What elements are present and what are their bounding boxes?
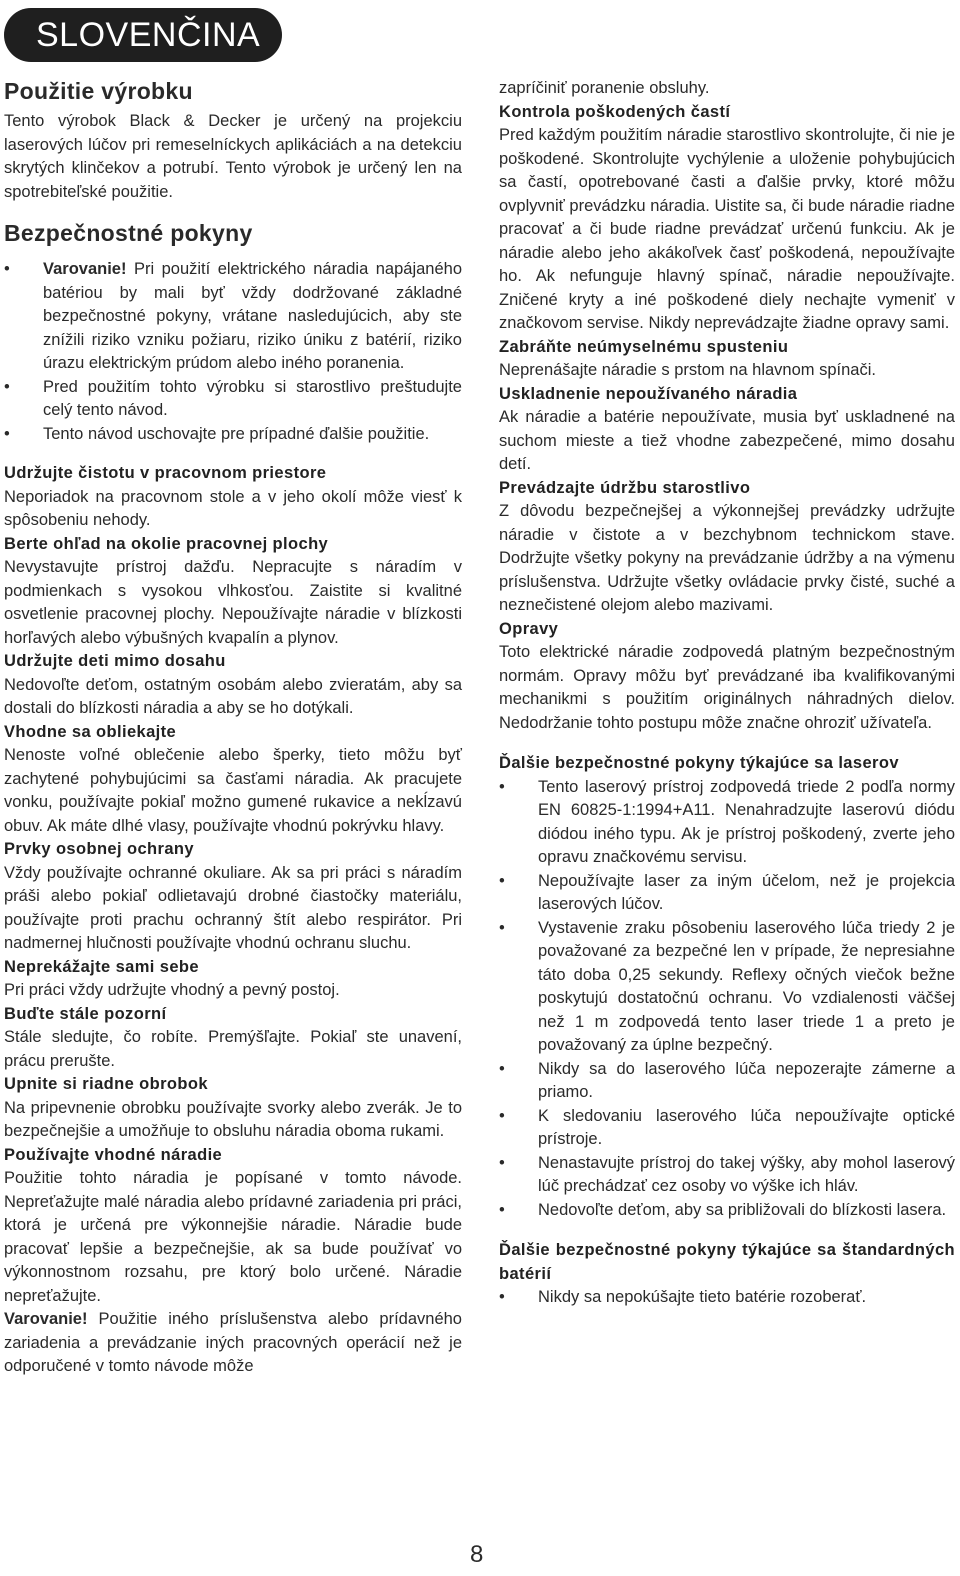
- usage-title: Použitie výrobku: [4, 78, 193, 104]
- battery-bullet-item: [499, 1286, 955, 1310]
- bullet-text: Nenastavujte prístroj do takej výšky, aby mohol laserový lúč prechádzať cez osoby vo výške ich hláv.: [538, 1153, 955, 1195]
- warning-label: Varovanie!: [4, 1310, 88, 1328]
- safety-title: Bezpečnostné pokyny: [4, 220, 253, 246]
- bullet-marker: •: [499, 777, 505, 796]
- section-text: Pri práci vždy udržujte vhodný a pevný postoj.: [4, 981, 340, 999]
- section: [499, 383, 955, 477]
- section: [499, 477, 955, 618]
- section-text: Toto elektrické náradie zodpovedá platným bezpečnostným normám. Opravy môžu byť prevádzané iba kvalifikovanými mechanikmi s použitím originálnych náhradných dielov. Nedodržanie tohto postupu môže značne ohroziť užívateľa.: [499, 643, 955, 732]
- section: [4, 1073, 462, 1144]
- battery-bullet-list: [499, 1286, 955, 1310]
- section-title: Opravy: [499, 619, 559, 638]
- laser-bullet-item: [499, 917, 955, 1058]
- section-title: Prevádzajte údržbu starostlivo: [499, 478, 751, 497]
- bullet-marker: •: [499, 871, 505, 890]
- section: [4, 956, 462, 1003]
- section-title: Neprekážajte sami sebe: [4, 957, 199, 976]
- section-text: Pred každým použitím náradie starostlivo skontrolujte, či nie je poškodené. Skontrolujte vychýlenie a uloženie pohybujúcich sa častí, opotrebované časti a ďalšie prvky, ktoré môžu ovplyvniť prevádzku náradia. Uistite sa, či bude náradie riadne pracovať a či bude riadne prevádzať určenú funkciu. Ak je náradie alebo jeho akákoľvek časť poškodená, nepoužívajte ho. Ak nefunguje hlavný spínač, náradie nepoužívajte. Zničené kryty a iné poškodené diely nechajte vymeniť v značkovom servise. Nikdy neprevádzajte žiadne opravy sami.: [499, 126, 955, 332]
- section-title: Vhodne sa obliekajte: [4, 722, 177, 741]
- section-text: Použitie tohto náradia je popísané v tomto návode. Nepreťažujte malé náradia alebo prídavné zariadenia pri práci, ktorá je určená pre výkonnejšie náradie. Náradie bude pracovať lepšie a bezpečnejšie, ak sa bude používať vo výkonnostnom rozsahu, pre ktorý bolo určené. Náradie nepreťažujte.: [4, 1169, 462, 1305]
- section-title: Berte ohľad na okolie pracovnej plochy: [4, 534, 329, 553]
- laser-bullet-item: [499, 1199, 955, 1223]
- section: [4, 1144, 462, 1309]
- continuation-text: zapríčiniť poranenie obsluhy.: [499, 79, 710, 97]
- safety-bullet-item: [4, 423, 462, 447]
- battery-safety-title: Ďalšie bezpečnostné pokyny týkajúce sa štandardných batérií: [499, 1241, 955, 1283]
- safety-bullet-item: [4, 258, 462, 376]
- page-number: 8: [470, 1541, 484, 1568]
- bullet-marker: •: [499, 918, 505, 937]
- section-title: Prvky osobnej ochrany: [4, 840, 194, 858]
- section-text: Neporiadok na pracovnom stole a v jeho okolí môže viesť k spôsobeniu nehody.: [4, 487, 462, 529]
- section: [499, 101, 955, 336]
- bullet-text: Pred použitím tohto výrobku si starostlivo preštudujte celý tento návod.: [43, 377, 462, 419]
- section: [4, 1003, 462, 1074]
- section-title: Uskladnenie nepoužívaného náradia: [499, 384, 798, 403]
- section-title: Udržujte deti mimo dosahu: [4, 652, 226, 670]
- bullet-text: Nedovoľte deťom, aby sa približovali do blízkosti lasera.: [538, 1200, 947, 1219]
- section: [4, 838, 462, 956]
- bullet-marker: •: [4, 260, 10, 278]
- section: [4, 650, 462, 721]
- laser-bullet-item: [499, 1152, 955, 1199]
- section: [499, 618, 955, 736]
- laser-bullet-item: [499, 870, 955, 917]
- bullet-marker: •: [4, 424, 10, 443]
- section-title: Kontrola poškodených častí: [499, 102, 731, 121]
- bullet-marker: •: [499, 1106, 505, 1125]
- laser-bullet-item: [499, 1105, 955, 1152]
- right-column: [499, 77, 955, 1310]
- section: [4, 462, 462, 533]
- bullet-marker: •: [499, 1200, 505, 1219]
- safety-bullet-list: [4, 258, 462, 446]
- section-title: Udržujte čistotu v pracovnom priestore: [4, 464, 327, 482]
- bullet-marker: •: [499, 1153, 505, 1172]
- section-text: Nenoste voľné oblečenie alebo šperky, tieto môžu byť zachytené pohybujúcimi sa časťami náradia. Ak pracujete vonku, používajte pokiaľ možno gumené rukavice a nekĺzavú obuv. Ak máte dlhé vlasy, používajte vhodnú pokrývku hlavy.: [4, 746, 462, 835]
- section-text: Nevystavujte prístroj dažďu. Nepracujte s náradím v podmienkach s vysokou vlhkosťou. Zaistite si kvalitné osvetlenie pracovnej plochy. Nepoužívajte náradie v blízkosti horľavých alebo výbušných kvapalín a plynov.: [4, 558, 462, 647]
- bullet-text: Nikdy sa do laserového lúča nepozerajte zámerne a priamo.: [538, 1059, 955, 1101]
- bullet-bold-lead: Varovanie!: [43, 260, 127, 278]
- bullet-text: Nikdy sa nepokúšajte tieto batérie rozoberať.: [538, 1288, 867, 1306]
- bullet-marker: •: [4, 377, 10, 396]
- section: [499, 336, 955, 383]
- section-text: Neprenášajte náradie s prstom na hlavnom spínači.: [499, 361, 876, 379]
- laser-bullet-list: [499, 776, 955, 1223]
- section-text: Ak náradie a batérie nepoužívate, musia byť uskladnené na suchom mieste a tiež vhodne zabezpečené, mimo dosahu detí.: [499, 408, 955, 473]
- section-title: Upnite si riadne obrobok: [4, 1075, 208, 1093]
- left-column: [4, 76, 462, 1379]
- laser-safety-title: Ďalšie bezpečnostné pokyny týkajúce sa laserov: [499, 754, 899, 772]
- bullet-text: Nepoužívajte laser za iným účelom, než je projekcia laserových lúčov.: [538, 871, 955, 913]
- language-header-badge: SLOVENČINA: [4, 8, 282, 62]
- laser-bullet-item: [499, 776, 955, 870]
- section: [4, 721, 462, 839]
- safety-bullet-item: [4, 376, 462, 423]
- section-text: Nedovoľte deťom, ostatným osobám alebo zvieratám, aby sa dostali do blízkosti náradia a aby se ho dotýkali.: [4, 675, 462, 717]
- bullet-marker: •: [499, 1288, 505, 1306]
- section-text: Vždy používajte ochranné okuliare. Ak sa pri práci s náradím práši alebo pokiaľ odlietavajú drobné čiastočky materiálu, používajte proti prachu ochranný štít alebo respirátor. Pri nadmernej hlučnosti používajte vhodnú ochranu sluchu.: [4, 863, 462, 952]
- bullet-text: Tento návod uschovajte pre prípadné ďalšie použitie.: [43, 424, 430, 443]
- bullet-text: Pri použití elektrického náradia napájaného batériou by mali byť vždy dodržované základné bezpečnostné pokyny, vrátane nasledujúcich, aby ste znížili riziko vzniku požiaru, riziko úniku z batérií, riziko úrazu elektrickým prúdom alebo iného poranenia.: [43, 260, 462, 372]
- bullet-text: Tento laserový prístroj zodpovedá triede 2 podľa normy EN 60825-1:1994+A11. Nenahradzujte laserovú diódu diódou iného typu. Ak je prístroj poškodený, zverte jeho opravu značkovému servisu.: [538, 777, 955, 866]
- warning-text: Použitie iného príslušenstva alebo prídavného zariadenia a prevádzanie iných pracovných operácií než je odporučené v tomto návode môže: [4, 1310, 462, 1375]
- bullet-text: Vystavenie zraku pôsobeniu laserového lúča triedy 2 je považované za bezpečné len v prípade, že nepresiahne táto doba 0,25 sekundy. Reflexy očných viečok bežne poskytujú dostatočnú ochranu. Vo vzdialenosti väčšej než 1 m zodpovedá tento laser triede 1 a preto je považovaný za úplne bezpečný.: [538, 918, 955, 1054]
- section-text: Stále sledujte, čo robíte. Premýšľajte. Pokiaľ ste unavení, prácu prerušte.: [4, 1028, 462, 1070]
- usage-text: Tento výrobok Black & Decker je určený na projekciu laserových lúčov pri remeselníckych aplikáciách a na detekciu skrytých klinčekov a potrubí. Tento výrobok je určený len na spotrebiteľské použitie.: [4, 112, 462, 201]
- section-title: Zabráňte neúmyselnému spusteniu: [499, 337, 789, 356]
- section-title: Používajte vhodné náradie: [4, 1145, 223, 1164]
- section-title: Buďte stále pozorní: [4, 1004, 167, 1023]
- bullet-marker: •: [499, 1059, 505, 1078]
- warning-paragraph: [4, 1308, 462, 1379]
- laser-bullet-item: [499, 1058, 955, 1105]
- section-text: Z dôvodu bezpečnejšej a výkonnejšej prevádzky udržujte náradie v čistote a v bezchybnom technickom stave. Dodržujte všetky pokyny na prevádzanie údržby a na výmenu príslušenstva. Udržujte všetky ovládacie prvky čisté, suché a neznečistené olejom alebo mazivami.: [499, 502, 955, 614]
- section-text: Na pripevnenie obrobku používajte svorky alebo zverák. Je to bezpečnejšie a umožňuje to obsluhu náradia oboma rukami.: [4, 1098, 462, 1140]
- section: [4, 533, 462, 651]
- bullet-text: K sledovaniu laserového lúča nepoužívajte optické prístroje.: [538, 1106, 955, 1148]
